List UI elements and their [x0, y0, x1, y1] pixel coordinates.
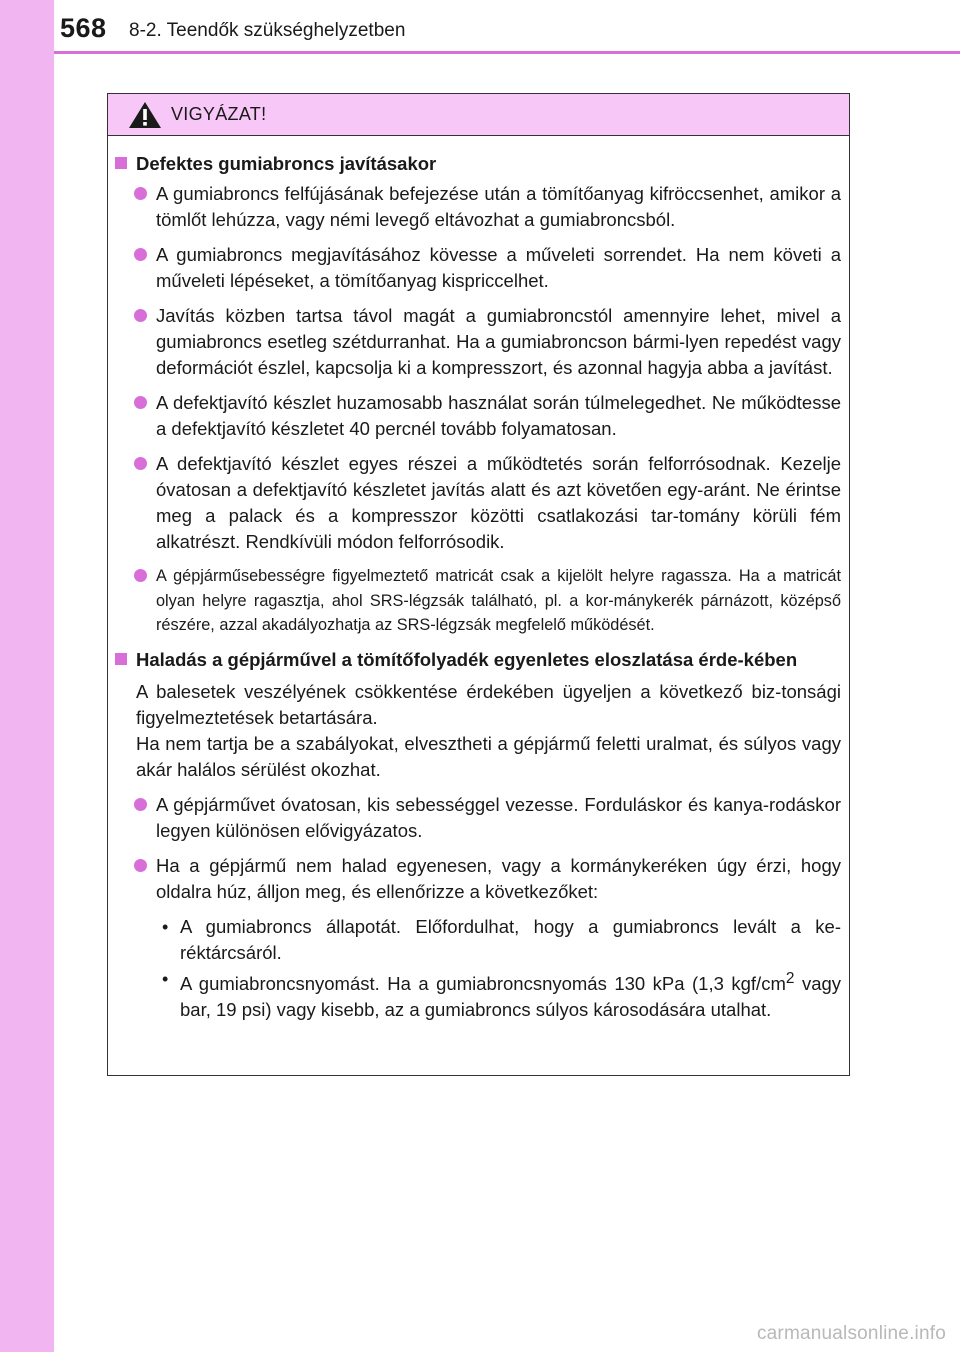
list-item: [114, 242, 841, 294]
square-bullet-icon: [115, 157, 127, 169]
sub-list: [114, 914, 841, 1023]
section-heading: [114, 647, 841, 673]
chapter-title: 8-2. Teendők szükséghelyzetben: [129, 20, 406, 41]
list-item: [114, 564, 841, 638]
paragraph: Ha nem tartja be a szabályokat, elvesztheti a gépjármű feletti uralmat, és súlyos vagy akár halálos sérülést okozhat.: [136, 732, 841, 780]
side-strip: [0, 0, 54, 1352]
round-bullet-icon: [134, 187, 147, 200]
sub-list-item-text: A gumiabroncsnyomást. Ha a gumiabroncsnyomás 130 kPa (1,3 kgf/cm: [180, 972, 786, 994]
round-bullet-icon: [134, 569, 147, 582]
warning-header: [108, 94, 849, 136]
superscript: 2: [785, 969, 795, 987]
sub-list-item-text: A gumiabroncs állapotát. Előfordulhat, hogy a gumiabroncs levált a ke-réktárcsáról.: [180, 915, 841, 963]
sub-list-item: [114, 914, 841, 966]
list-item-text: Ha a gépjármű nem halad egyenesen, vagy a kormánykeréken úgy érzi, hogy oldalra húz, álljon meg, és ellenőrizze a következőket:: [156, 854, 841, 902]
warning-box: [107, 93, 850, 1076]
list-item-text: A gépjárműsebességre figyelmeztető matricát csak a kijelölt helyre ragassza. Ha a matricát olyan helyre ragasztja, ahol SRS-légzsák található, pl. a kor-mánykerék párnázott, középső részére, azzal akadályozhatja az SRS-légzsák megfelelő működését.: [156, 567, 841, 634]
header-rule: [54, 51, 960, 54]
page-number: 568: [60, 13, 107, 43]
watermark: carmanualsonline.info: [756, 1323, 946, 1344]
round-bullet-icon: [134, 859, 147, 872]
round-bullet-icon: [134, 309, 147, 322]
round-bullet-icon: [134, 798, 147, 811]
list-item-text: A gumiabroncs felfújásának befejezése után a tömítőanyag kifröccsenhet, amikor a tömlőt lehúzza, vagy némi levegő eltávozhat a gumiabroncsból.: [156, 183, 841, 230]
list-item: [114, 390, 841, 442]
sub-list-item-text: vagy bar, 19 psi) vagy kisebb, az a gumiabroncs súlyos károsodására utalhat.: [180, 972, 842, 1020]
warning-label: VIGYÁZAT!: [171, 104, 267, 124]
small-bullet-icon: •: [162, 916, 169, 937]
list-item-text: A defektjavító készlet huzamosabb használat során túlmelegedhet. Ne működtesse a defektjavító készletet 40 percnél tovább folyamatosan.: [156, 392, 841, 439]
list-item-text: A gumiabroncs megjavításához kövesse a műveleti sorrendet. Ha nem követi a műveleti lépéseket, a tömítőanyag kispriccelhet.: [156, 244, 841, 291]
section-heading-text: Defektes gumiabroncs javításakor: [136, 153, 437, 174]
list-item: [114, 181, 841, 233]
warning-body: [108, 136, 849, 1023]
sub-list-item: [114, 966, 841, 1023]
list-item: [114, 451, 841, 555]
list-item: [114, 792, 841, 844]
round-bullet-icon: [134, 457, 147, 470]
warning-triangle-icon: [128, 101, 162, 129]
section-heading: [114, 151, 841, 177]
list-item-text: Javítás közben tartsa távol magát a gumiabroncstól amennyire lehet, mivel a gumiabroncs esetleg szétdurranhat. Ha a gumiabroncson bármi-lyen repedést vagy deformációt észlel, kapcsolja ki a kompresszort, és azonnal hagyja abba a javítást.: [156, 305, 841, 378]
round-bullet-icon: [134, 248, 147, 261]
square-bullet-icon: [115, 653, 127, 665]
list-item: [114, 853, 841, 905]
list-item-text: A defektjavító készlet egyes részei a működtetés során felforrósodnak. Kezelje óvatosan a defektjavító készletet javítás alatt és azt követően egy-aránt. Ne érintse meg a palack és a kompresszor közötti csatlakozási tar-tomány körüli fém alkatrészt. Rendkívüli módon felforrósodik.: [156, 453, 841, 552]
list-item: [114, 303, 841, 381]
section-heading-text: Haladás a gépjárművel a tömítőfolyadék egyenletes eloszlatása érde-kében: [136, 648, 798, 670]
small-bullet-icon: •: [162, 968, 169, 989]
round-bullet-icon: [134, 396, 147, 409]
list-item-text: A gépjárművet óvatosan, kis sebességgel vezesse. Forduláskor és kanya-rodáskor legyen különösen elővigyázatos.: [156, 793, 841, 841]
paragraph: A balesetek veszélyének csökkentése érdekében ügyeljen a következő biz-tonsági figyelmeztetések betartására.: [136, 680, 841, 728]
